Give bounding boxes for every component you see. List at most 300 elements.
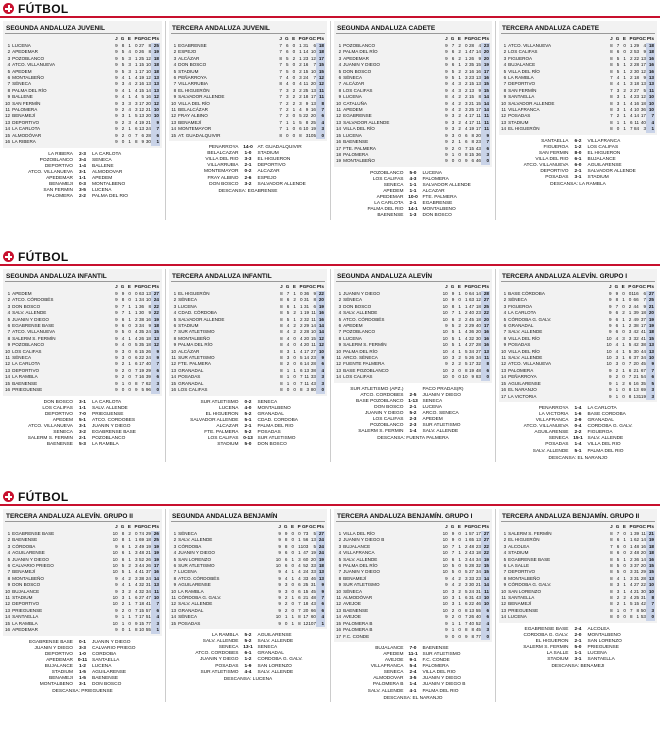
stat-cell: 28 (640, 575, 646, 581)
stat-cell: 3 (451, 132, 455, 138)
stat-cell: 3 (151, 381, 160, 387)
stat-cell: 9 (643, 49, 646, 55)
section-title: FÚTBOL (18, 489, 69, 504)
stat-cell: 10 (151, 107, 160, 113)
stat-cell: 119 (638, 393, 646, 399)
stat-cell: 9 (445, 119, 448, 125)
header-cell: GC (639, 283, 646, 289)
stat-cell: 47 (468, 49, 475, 55)
team-name: LA RAMBLA (12, 620, 38, 626)
stat-cell: 17 (468, 113, 475, 119)
stat-cell: 0 (458, 614, 461, 620)
stat-cell: 20 (145, 113, 151, 119)
position: 11 (501, 355, 507, 361)
stat-cell: 8 (148, 43, 151, 48)
stat-cell: 49 (633, 316, 639, 322)
position: 4 (173, 550, 177, 556)
score: 5-1 (574, 448, 582, 454)
away-team: FTE. PALMERA (422, 195, 457, 201)
stat-cell: 26 (468, 355, 475, 361)
stat-cell: 7 (141, 380, 145, 386)
stat-cell: 33 (310, 374, 316, 380)
stat-cell: 2 (121, 132, 125, 138)
position: 13 (501, 367, 507, 373)
team-name: LUCENA (178, 569, 197, 575)
position: 13 (5, 119, 11, 125)
stat-cell: 13 (145, 291, 151, 296)
team-name: STADIUM (12, 595, 33, 601)
stat-cell: 1 (458, 556, 461, 562)
stat-cell: 30 (640, 588, 646, 594)
stat-cell: 3 (285, 87, 289, 93)
stat-cell: 7 (451, 550, 455, 556)
team-name: SAN LORENZO (508, 588, 542, 594)
stat-cell: 0 (458, 569, 461, 575)
stat-cell: 3 (299, 100, 302, 106)
header-cell: GF (467, 523, 475, 529)
score: 4-3 (409, 176, 417, 182)
stat-cell: 9 (115, 107, 118, 113)
stat-cell: 21 (633, 374, 639, 380)
stat-cell: 0 (299, 297, 303, 303)
team-name: EGABRENSE BASE (508, 556, 551, 562)
stat-cell: 7 (134, 607, 138, 613)
position: 1 (503, 291, 507, 296)
stat-cell: 4 (316, 120, 325, 126)
stat-cell: 9 (115, 374, 118, 380)
home-team: ATCO. CÓRDOBÉS (195, 651, 239, 657)
away-team: ALCÁZAR (422, 189, 445, 194)
header-pos (171, 523, 178, 531)
stat-cell: 13 (316, 569, 325, 575)
stat-cell: 20 (316, 297, 325, 303)
header-cell: GF (301, 35, 309, 41)
position: 6 (338, 323, 342, 329)
stat-cell: 6 (615, 310, 619, 316)
stat-cell: 37 (145, 569, 151, 575)
team-name: SÉNECA (343, 75, 363, 81)
stat-cell: 55 (145, 627, 151, 633)
away-team: AT. GUADALQUIVIR (257, 145, 302, 151)
home-team: LUCENA (219, 405, 239, 411)
stat-cell: 18 (316, 563, 325, 569)
stat-cell: 19 (151, 317, 160, 323)
team-name: VILLAFRANCA (508, 107, 540, 113)
stat-cell: 0 (458, 367, 461, 373)
score: 8-0 (574, 150, 582, 156)
stat-cell: 22 (151, 304, 160, 310)
stat-cell: 0 (458, 151, 461, 157)
position: 5 (7, 556, 11, 562)
score: 1-4 (409, 682, 417, 688)
home-team: SUR ATLETISMO (200, 669, 239, 675)
team-name: ATCO. CÓRDOBÉS (178, 575, 220, 581)
stat-cell: 18 (646, 544, 655, 550)
header-cell: Pts (316, 35, 324, 41)
away-team: BALLENE (92, 163, 114, 169)
stat-cell: 0 (616, 126, 620, 132)
stat-cell: 1 (291, 556, 295, 562)
stat-cell: 2 (458, 119, 461, 125)
stat-cell: 28 (481, 291, 490, 297)
team-name: CÓRDOBA G. GALV. (178, 595, 222, 601)
stat-cell: 30 (145, 139, 151, 145)
away-team: LA CARLOTA (587, 405, 617, 411)
header-cell: P (134, 35, 138, 41)
away-team: SALV. ALLENDE (257, 669, 294, 675)
stat-cell: 0 (292, 113, 296, 119)
score: 5-4 (409, 664, 417, 670)
stat-cell: 8 (610, 62, 613, 68)
table-header-row (5, 523, 160, 531)
stat-cell: 12 (316, 342, 325, 348)
stat-cell: 0 (298, 531, 301, 536)
header-cell: P (298, 35, 302, 41)
team-name: EGABRENSE (343, 113, 372, 119)
stat-cell: 5 (121, 49, 125, 55)
stat-cell: 3 (616, 588, 620, 594)
stat-cell: 22 (151, 310, 160, 316)
away-team: STADIUM (587, 175, 609, 181)
position: 1 (338, 531, 342, 536)
position: 7 (7, 81, 11, 87)
stat-cell: 15 (646, 336, 655, 342)
stat-cell: 7 (279, 43, 282, 48)
home-team: STADIUM (217, 442, 239, 448)
stat-cell: 11 (641, 531, 646, 536)
home-team: FIGUEROA (543, 144, 569, 150)
stat-cell: 1 (646, 126, 655, 132)
stat-cell: 3 (464, 582, 468, 588)
stat-cell: 4 (629, 595, 633, 601)
team-name: SALV. ALLENDE (343, 310, 378, 316)
stat-cell: 4 (286, 342, 290, 348)
home-team: AGUILARENSE (534, 430, 569, 436)
stat-cell: 2 (464, 543, 468, 549)
home-team: VILLA DEL RÍO (205, 157, 239, 163)
home-team: LA RIBERA (48, 151, 73, 157)
team-name: LUCENA (508, 614, 527, 620)
team-name: CÓRDOBA (178, 543, 202, 549)
stat-cell: 9 (646, 361, 655, 367)
stat-cell: 15 (138, 620, 145, 626)
stat-cell: 2 (128, 575, 131, 581)
home-team: POZOBLANCO (370, 170, 404, 176)
position: 1 (173, 43, 177, 48)
stat-cell: 0 (134, 531, 138, 536)
position: 16 (5, 387, 11, 393)
team-name: DON BOSCO (343, 68, 372, 74)
stat-cell: 4 (464, 342, 468, 348)
stat-cell: 20 (475, 329, 481, 335)
team-name: LA SALLE (508, 563, 530, 569)
position: 10 (171, 588, 177, 594)
section-title: FÚTBOL (18, 249, 69, 264)
score: 1-1 (409, 189, 417, 194)
away-team: SANTAELLA (587, 657, 615, 663)
away-team: JUANIN Y DIEGO (422, 392, 461, 398)
section-header (0, 248, 660, 265)
stat-cell: 10 (481, 601, 490, 607)
team-name: PRIEGUENSE (508, 607, 539, 613)
stat-cell: 7 (279, 49, 282, 55)
stat-cell: 7 (121, 303, 125, 309)
header-cell: Pts (481, 35, 489, 41)
stat-cell: 1 (616, 119, 620, 125)
result-row (334, 213, 492, 219)
stat-cell: 6 (628, 355, 632, 361)
score: 1-5 (79, 669, 86, 675)
stat-cell: 5 (616, 563, 620, 569)
stat-cell: 3 (451, 119, 455, 125)
stat-cell: 26 (138, 49, 145, 55)
stat-cell: 20 (481, 49, 490, 55)
stat-cell: 5 (451, 569, 455, 575)
team-name: PRIEGUENSE (12, 607, 43, 613)
away-team: GRANADAL (257, 411, 284, 417)
position: 16 (336, 139, 342, 145)
stat-cell: 9 (451, 537, 455, 543)
stat-cell: 6 (286, 297, 290, 303)
stat-cell: 3 (316, 374, 325, 380)
stat-cell: 12 (145, 75, 151, 81)
home-team: PEÑARROYA (208, 145, 239, 151)
stat-cell: 8 (610, 563, 613, 569)
stat-cell: 19 (646, 323, 655, 329)
stat-cell: 3 (451, 126, 455, 132)
stat-cell: 2 (629, 62, 633, 68)
header-cell: J (609, 283, 612, 289)
stat-cell: 16 (468, 68, 475, 74)
stat-cell: 0 (622, 387, 625, 393)
stat-cell: 14 (303, 361, 310, 367)
score: 2-2 (574, 430, 582, 436)
stat-cell: 8 (610, 126, 613, 132)
stat-cell: 0 (458, 297, 461, 303)
position: 15 (336, 620, 342, 626)
team-name: PALMA DEL RÍO (12, 87, 47, 93)
away-team: SÉNECA (257, 645, 278, 651)
stat-cell: 5 (616, 68, 620, 74)
stat-cell: 5 (616, 556, 620, 562)
stat-cell: 10 (462, 374, 468, 380)
stat-cell: 2 (616, 113, 620, 119)
stat-cell: 27 (481, 531, 490, 537)
stat-cell: 2 (464, 310, 468, 316)
away-team: DEPORTIVO (257, 163, 286, 169)
score: 2-5 (409, 392, 417, 398)
home-team: LOS CALIFAS (207, 436, 239, 442)
stat-cell: 1 (629, 543, 633, 549)
stat-cell: 1 (623, 575, 626, 581)
stat-cell: 31 (303, 303, 310, 309)
stat-cell: 21 (646, 304, 655, 310)
header-cell: E (457, 35, 461, 41)
stat-cell: 1 (298, 537, 301, 543)
away-team: ATCO. CÓRDOBÉS (92, 417, 136, 423)
team-name: POZOBLANCO (343, 329, 376, 335)
away-team: POZOBLANCO (92, 436, 126, 442)
stat-cell: 3 (284, 582, 288, 588)
stat-cell: 4 (134, 119, 138, 125)
stat-cell: 18 (646, 550, 655, 556)
stat-cell: 0 (623, 569, 626, 575)
stat-cell: 34 (138, 297, 145, 303)
header-cell: Pts (151, 283, 159, 289)
team-name: CÓRDOBA G. GALV. (508, 582, 552, 588)
stat-cell: 41 (145, 601, 151, 607)
position: 7 (503, 569, 507, 575)
stat-cell: 26 (138, 335, 145, 341)
position: 3 (7, 55, 11, 61)
stat-cell: 8 (280, 335, 283, 341)
team-name: MONTALBEÑO (508, 575, 540, 581)
stat-cell: 3 (316, 126, 325, 132)
stat-cell: 11 (481, 355, 490, 361)
team-name: SALV. ALLENDE (178, 537, 213, 543)
stat-cell: 20 (633, 361, 639, 367)
table-header-row (336, 523, 490, 531)
stat-cell: 9 (445, 633, 448, 639)
stat-cell: 9 (115, 291, 118, 296)
stat-cell: 0 (121, 139, 125, 145)
stat-cell: 4 (464, 335, 468, 341)
away-team: JUANIN Y DIEGO (422, 676, 461, 682)
stat-cell: 8 (610, 531, 613, 536)
stat-cell: 9 (115, 355, 118, 361)
stat-cell: 9 (445, 68, 448, 74)
table-header-row (501, 523, 655, 531)
stat-cell: 2 (284, 601, 288, 607)
stat-cell: 10 (303, 126, 309, 132)
stat-cell: 3 (128, 119, 131, 125)
standings-box (499, 21, 657, 135)
result-row (499, 657, 657, 663)
team-name: FIGUEROA (508, 55, 533, 61)
position: 4 (503, 62, 507, 68)
stat-cell: 1 (134, 303, 138, 309)
stat-cell: 2 (121, 126, 125, 132)
team-name: BUJALANCE (508, 62, 536, 68)
stat-cell: 12 (310, 55, 316, 61)
team-name: LOS CALIFAS (178, 387, 208, 393)
score: 2-6 (244, 175, 252, 181)
header-team (12, 283, 111, 291)
team-name: BUJALANCE (343, 543, 371, 549)
score: 2-4 (409, 670, 417, 676)
stat-cell: 7 (279, 119, 282, 125)
stat-cell: 18 (151, 69, 160, 75)
stat-cell: 32 (138, 582, 145, 588)
stat-cell: 9 (316, 582, 325, 588)
stat-cell: 9 (151, 355, 160, 361)
stat-cell: 20 (303, 335, 310, 341)
position: 10 (501, 588, 507, 594)
stat-cell: 31 (303, 43, 309, 48)
stat-cell: 2 (623, 87, 626, 93)
stat-cell: 4 (615, 335, 619, 341)
home-team: LOS CALIFAS (372, 417, 404, 423)
team-name: SALERM S. FERMÍN (508, 531, 552, 536)
stat-cell: 51 (145, 614, 151, 620)
stat-cell: 7 (134, 601, 138, 607)
away-team: PRIEGUENSE (587, 644, 619, 650)
table-row (501, 614, 655, 620)
stat-cell: 13 (475, 81, 481, 87)
position: 8 (338, 87, 342, 93)
stat-cell: 3 (451, 588, 455, 594)
stat-cell: 4 (629, 107, 633, 113)
league-column (165, 21, 330, 220)
position: 15 (336, 132, 342, 138)
result-row (169, 670, 327, 676)
away-team: APEDEM (92, 175, 113, 181)
away-team: PALMA DEL RÍO (257, 423, 294, 429)
results-list (169, 633, 327, 676)
stat-cell: 19 (310, 550, 316, 556)
league-title: SEGUNDA ANDALUZA CADETE (336, 23, 490, 34)
stat-cell: 0 (464, 291, 468, 296)
away-team: LA CARLOTA (92, 151, 122, 157)
stat-cell: 8 (610, 556, 613, 562)
stat-cell: 1 (623, 537, 626, 543)
team-name: SUR ATLETISMO (178, 563, 215, 569)
header-pos (501, 35, 508, 43)
stat-cell: 5 (299, 119, 302, 125)
away-team: PALMA DEL RÍO (587, 448, 624, 454)
stat-cell: 32 (633, 335, 639, 341)
stat-cell: 6 (134, 126, 138, 132)
standings-box (169, 269, 327, 396)
stat-cell: 3 (622, 335, 625, 341)
stat-cell: 9 (316, 355, 325, 361)
home-team: STADIUM (547, 657, 569, 663)
position: 16 (171, 387, 177, 393)
header-pos (5, 283, 12, 291)
stat-cell: 0 (293, 361, 296, 367)
stat-cell: 10 (442, 563, 448, 569)
stat-cell: 9 (609, 387, 612, 393)
position: 13 (5, 367, 11, 373)
stat-cell: 19 (138, 119, 145, 125)
stat-cell: 1 (134, 62, 138, 68)
stat-cell: 32 (303, 316, 310, 322)
header-pos (171, 283, 178, 291)
stat-cell: 11 (303, 81, 309, 87)
stat-cell: 19 (145, 543, 151, 549)
score: 3-1 (574, 657, 582, 663)
home-team: POZOBLANCO (39, 157, 73, 163)
stat-cell: 7 (286, 291, 290, 296)
stat-cell: 7 (464, 614, 468, 620)
stat-cell: 9 (445, 151, 448, 157)
stat-cell: 19 (468, 367, 475, 373)
position: 1 (7, 291, 11, 296)
stat-cell: 2 (629, 49, 633, 55)
stat-cell: 15 (468, 151, 475, 157)
stat-cell: 1 (458, 342, 461, 348)
stat-cell: 13 (646, 576, 655, 582)
stat-cell: 1 (285, 126, 289, 132)
stat-cell: 10 (112, 563, 118, 569)
stat-cell: 9 (481, 133, 490, 139)
stat-cell: 2 (285, 107, 289, 113)
stat-cell: 3 (616, 582, 620, 588)
stat-cell: 10 (606, 348, 612, 354)
stat-cell: 9 (115, 329, 118, 335)
stat-cell: 2 (299, 323, 303, 329)
stat-cell: 5 (121, 68, 125, 74)
